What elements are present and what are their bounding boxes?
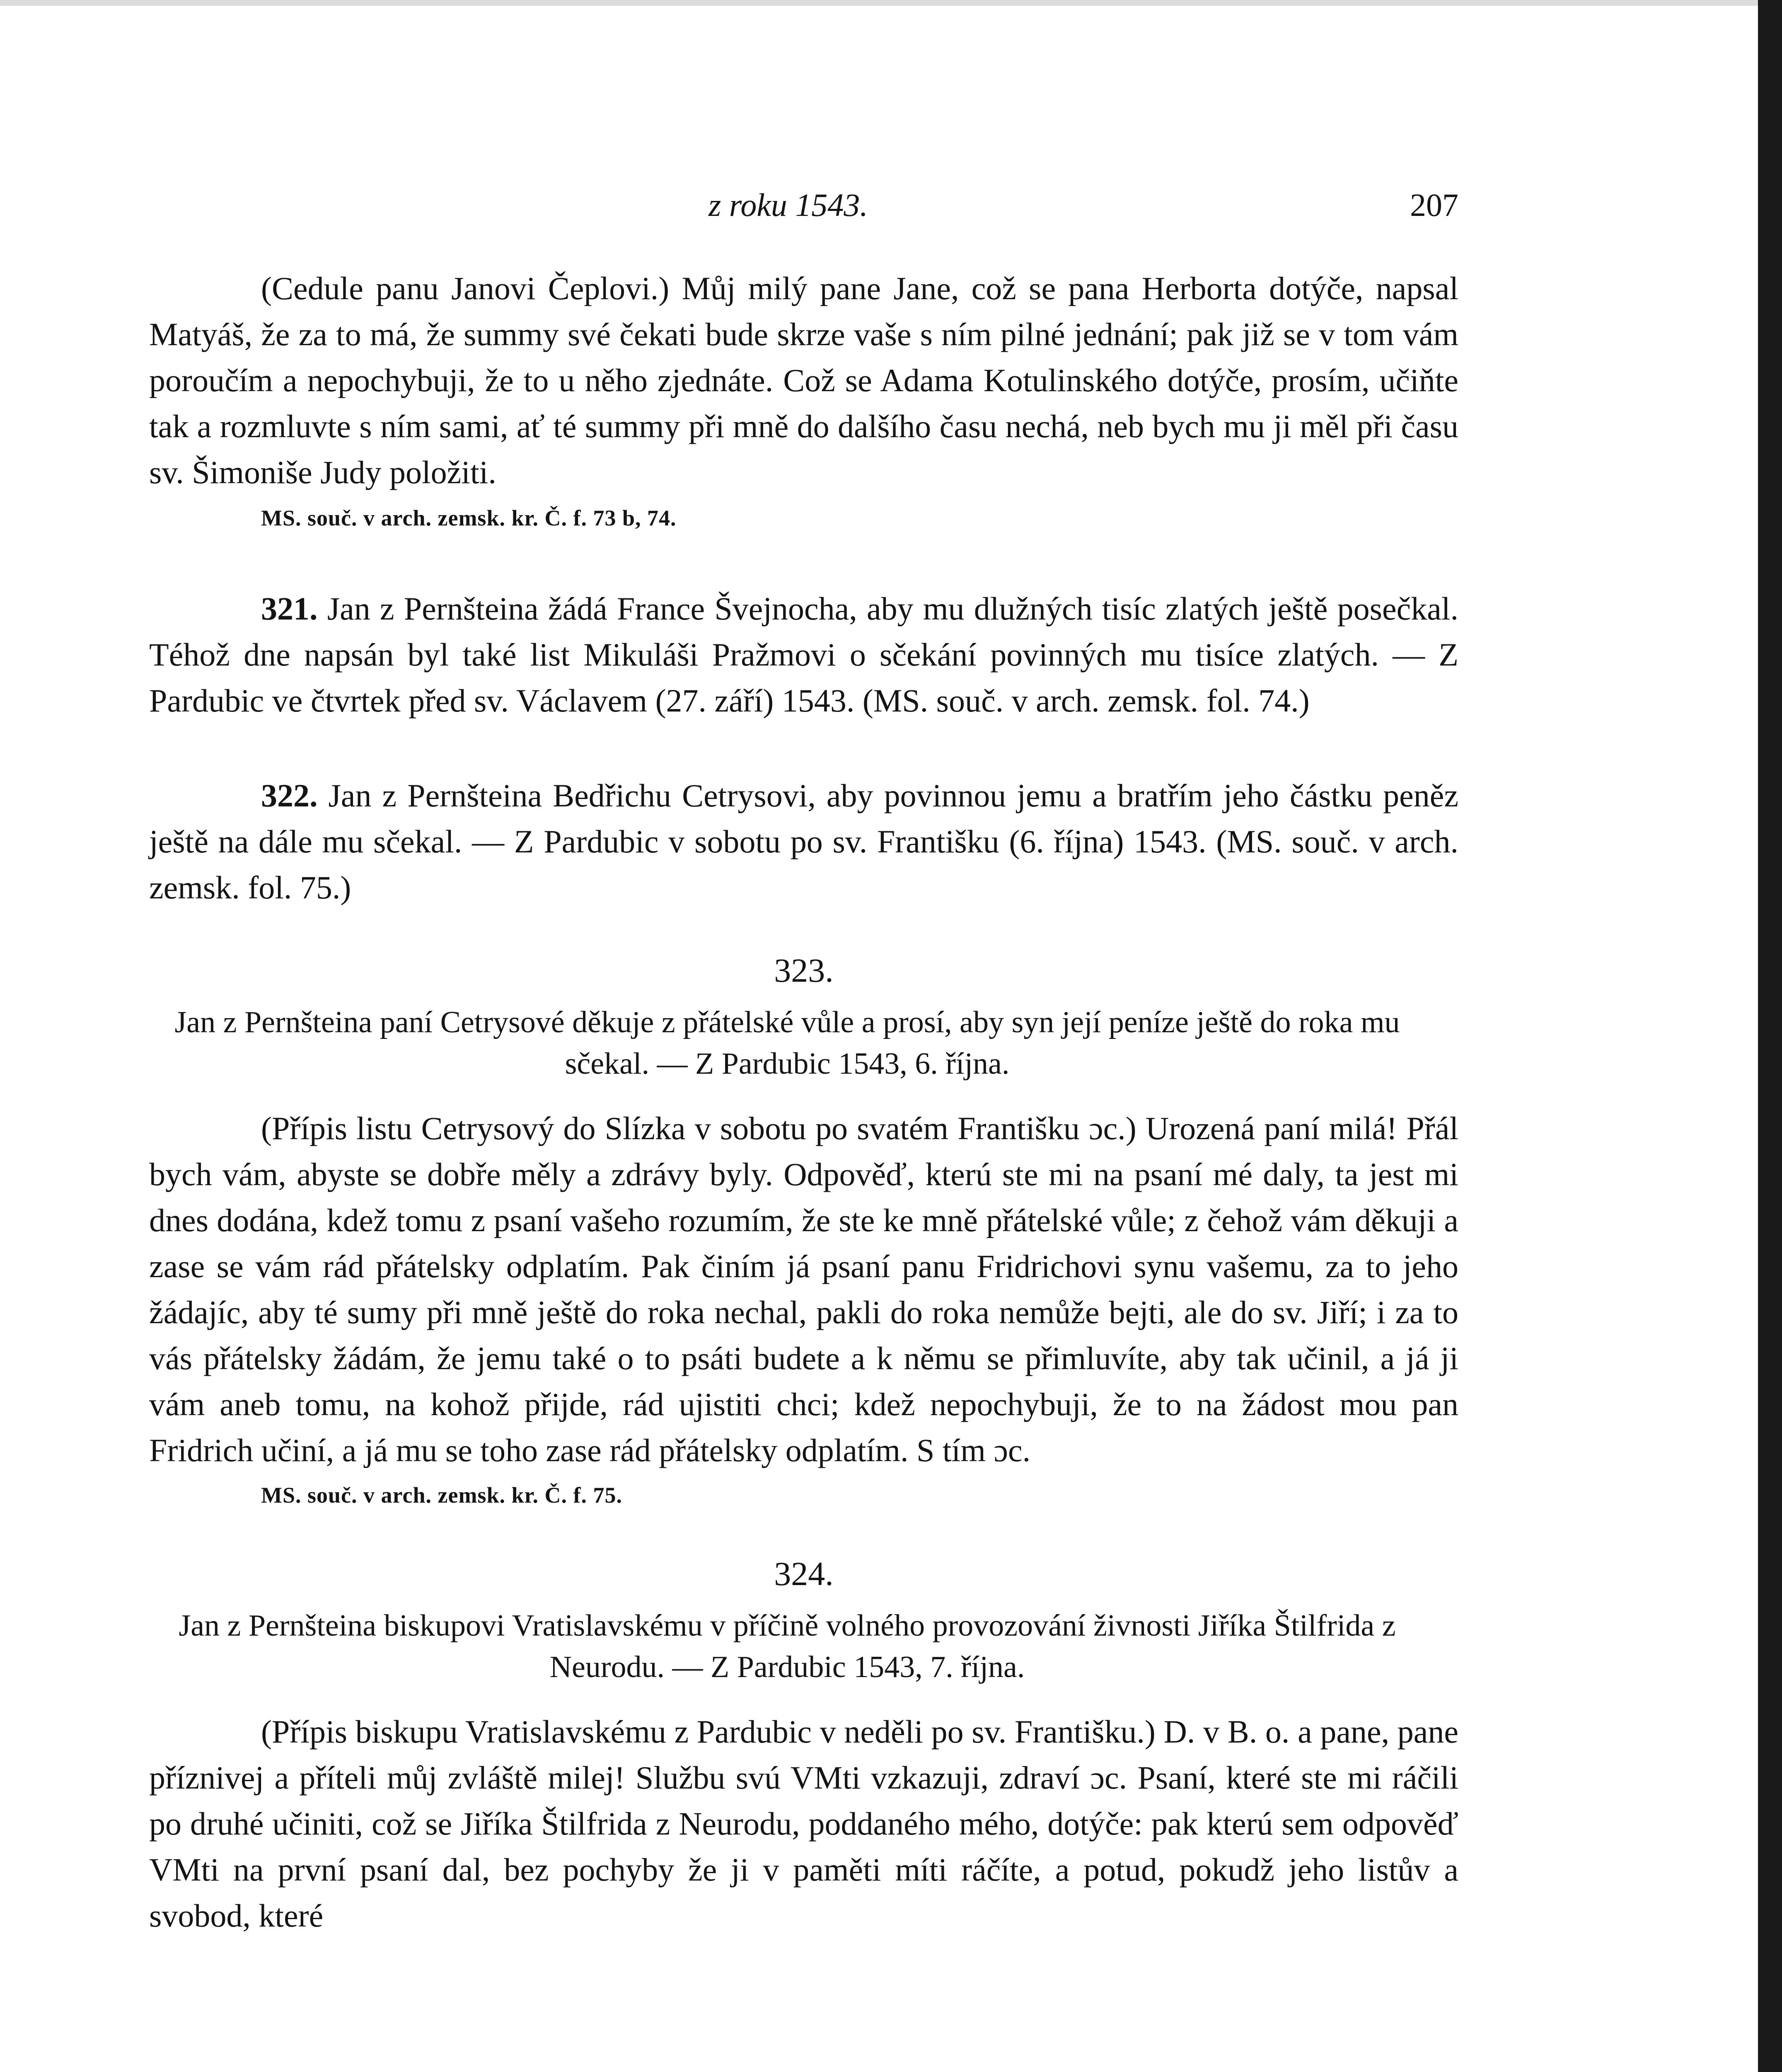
entry-323 (149, 948, 1458, 1514)
document-summary: Jan z Pernšteina paní Cetrysové děkuje z přátelské vůle a prosí, aby syn její peníze ještě do roka mu sčekal. — Z Pardubic 1543, 6. října. (174, 1005, 1400, 1081)
entry-322 (149, 772, 1458, 910)
scan-edge-top (0, 0, 1782, 6)
entry-number: 322. (261, 777, 318, 813)
running-title: z roku 1543. (708, 187, 868, 223)
regest-body: Jan z Pernšteina Bedřichu Cetrysovi, aby povinnou jemu a bratřím jeho částku peněz ještě na dále mu sčekal. — Z Pardubic v sobotu po sv. Františku (6. října) 1543. (MS. souč. v arch. zemsk. fol. 75.) (149, 777, 1458, 905)
document-number: 323. (774, 951, 834, 989)
document-summary: Jan z Pernšteina biskupovi Vratislavskému v příčině volného provozování živnosti Jiříka Štilfrida z Neurodu. — Z Pardubic 1543, 7. října. (179, 1609, 1396, 1684)
document-text: (Přípis biskupu Vratislavskému z Pardubic v neděli po sv. Františku.) D. v B. o. a pane, pane příznivej a příteli můj zvláště milej! Službu svú VMti vzkazuji, zdraví ɔc. Psaní, které ste mi ráčili po druhé učiniti, což se Jiříka Štilfrida z Neurodu, poddaného mého, dotýče: pak kterú sem odpověď VMti na první psaní dal, bez pochyby že ji v paměti míti ráčíte, a potud, pokudž jeho listův a svobod, které (149, 1714, 1458, 1934)
entry-321 (149, 586, 1458, 724)
entry-320 (149, 265, 1458, 537)
regest-body: Jan z Pernšteina žádá France Švejnocha, aby mu dlužných tisíc zlatých ještě posečkal. Téhož dne napsán byl také list Mikuláši Pražmovi o sčekání povinných mu tisíce zlatých. — Z Pardubic ve čtvrtek před sv. Václavem (27. září) 1543. (MS. souč. v arch. zemsk. fol. 74.) (149, 591, 1458, 719)
entry-324 (149, 1551, 1458, 1939)
source-note: MS. souč. v arch. zemsk. kr. Č. f. 73 b, 74. (261, 506, 677, 530)
page-number: 207 (1410, 187, 1458, 223)
regest-text (149, 772, 1458, 910)
page-body (149, 265, 1458, 1939)
entry-number: 321. (261, 591, 318, 627)
entry-text: (Cedule panu Janovi Čeplovi.) Můj milý pane Jane, což se pana Herborta dotýče, napsal Matyáš, že za to má, že summy své čekati bude skrze vaše s ním pilné jednání; pak již se v tom vám poroučím a nepochybuji, že to u něho zjednáte. Což se Adama Kotulinského dotýče, prosím, učiňte tak a rozmluvte s ním sami, ať té summy při mně do dalšího času nechá, neb bych mu ji měl při času sv. Šimoniše Judy položiti. (149, 270, 1458, 490)
scan-edge-right (1758, 0, 1782, 2072)
regest-text (149, 586, 1458, 724)
document-number: 324. (774, 1555, 834, 1593)
source-note: MS. souč. v arch. zemsk. kr. Č. f. 75. (261, 1483, 622, 1508)
page-header (149, 182, 1458, 232)
document-text: (Přípis listu Cetrysový do Slízka v sobotu po svatém Františku ɔc.) Urozená paní milá! Přál bych vám, abyste se dobře měly a zdrávy byly. Odpověď, kterú ste mi na psaní mé daly, ta jest mi dnes dodána, kdež tomu z psaní vašeho rozumím, že ste ke mně přátelské vůle; z čehož vám děkuji a zase se vám rád přátelsky odplatím. Pak činím já psaní panu Fridrichovi synu vašemu, za to jeho žádajíc, aby té sumy při mně ještě do roka nechal, pakli do roka nemůže bejti, ale do sv. Jiří; i za to vás přátelsky žádám, že jemu také o to psáti budete a k němu se přimluvíte, aby tak učinil, a já ji vám aneb tomu, na kohož přijde, rád ujistiti chci; kdež nepochybuji, že to na žádost mou pan Fridrich učiní, a já mu se toho zase rád přátelsky odplatím. S tím ɔc. (149, 1110, 1458, 1468)
